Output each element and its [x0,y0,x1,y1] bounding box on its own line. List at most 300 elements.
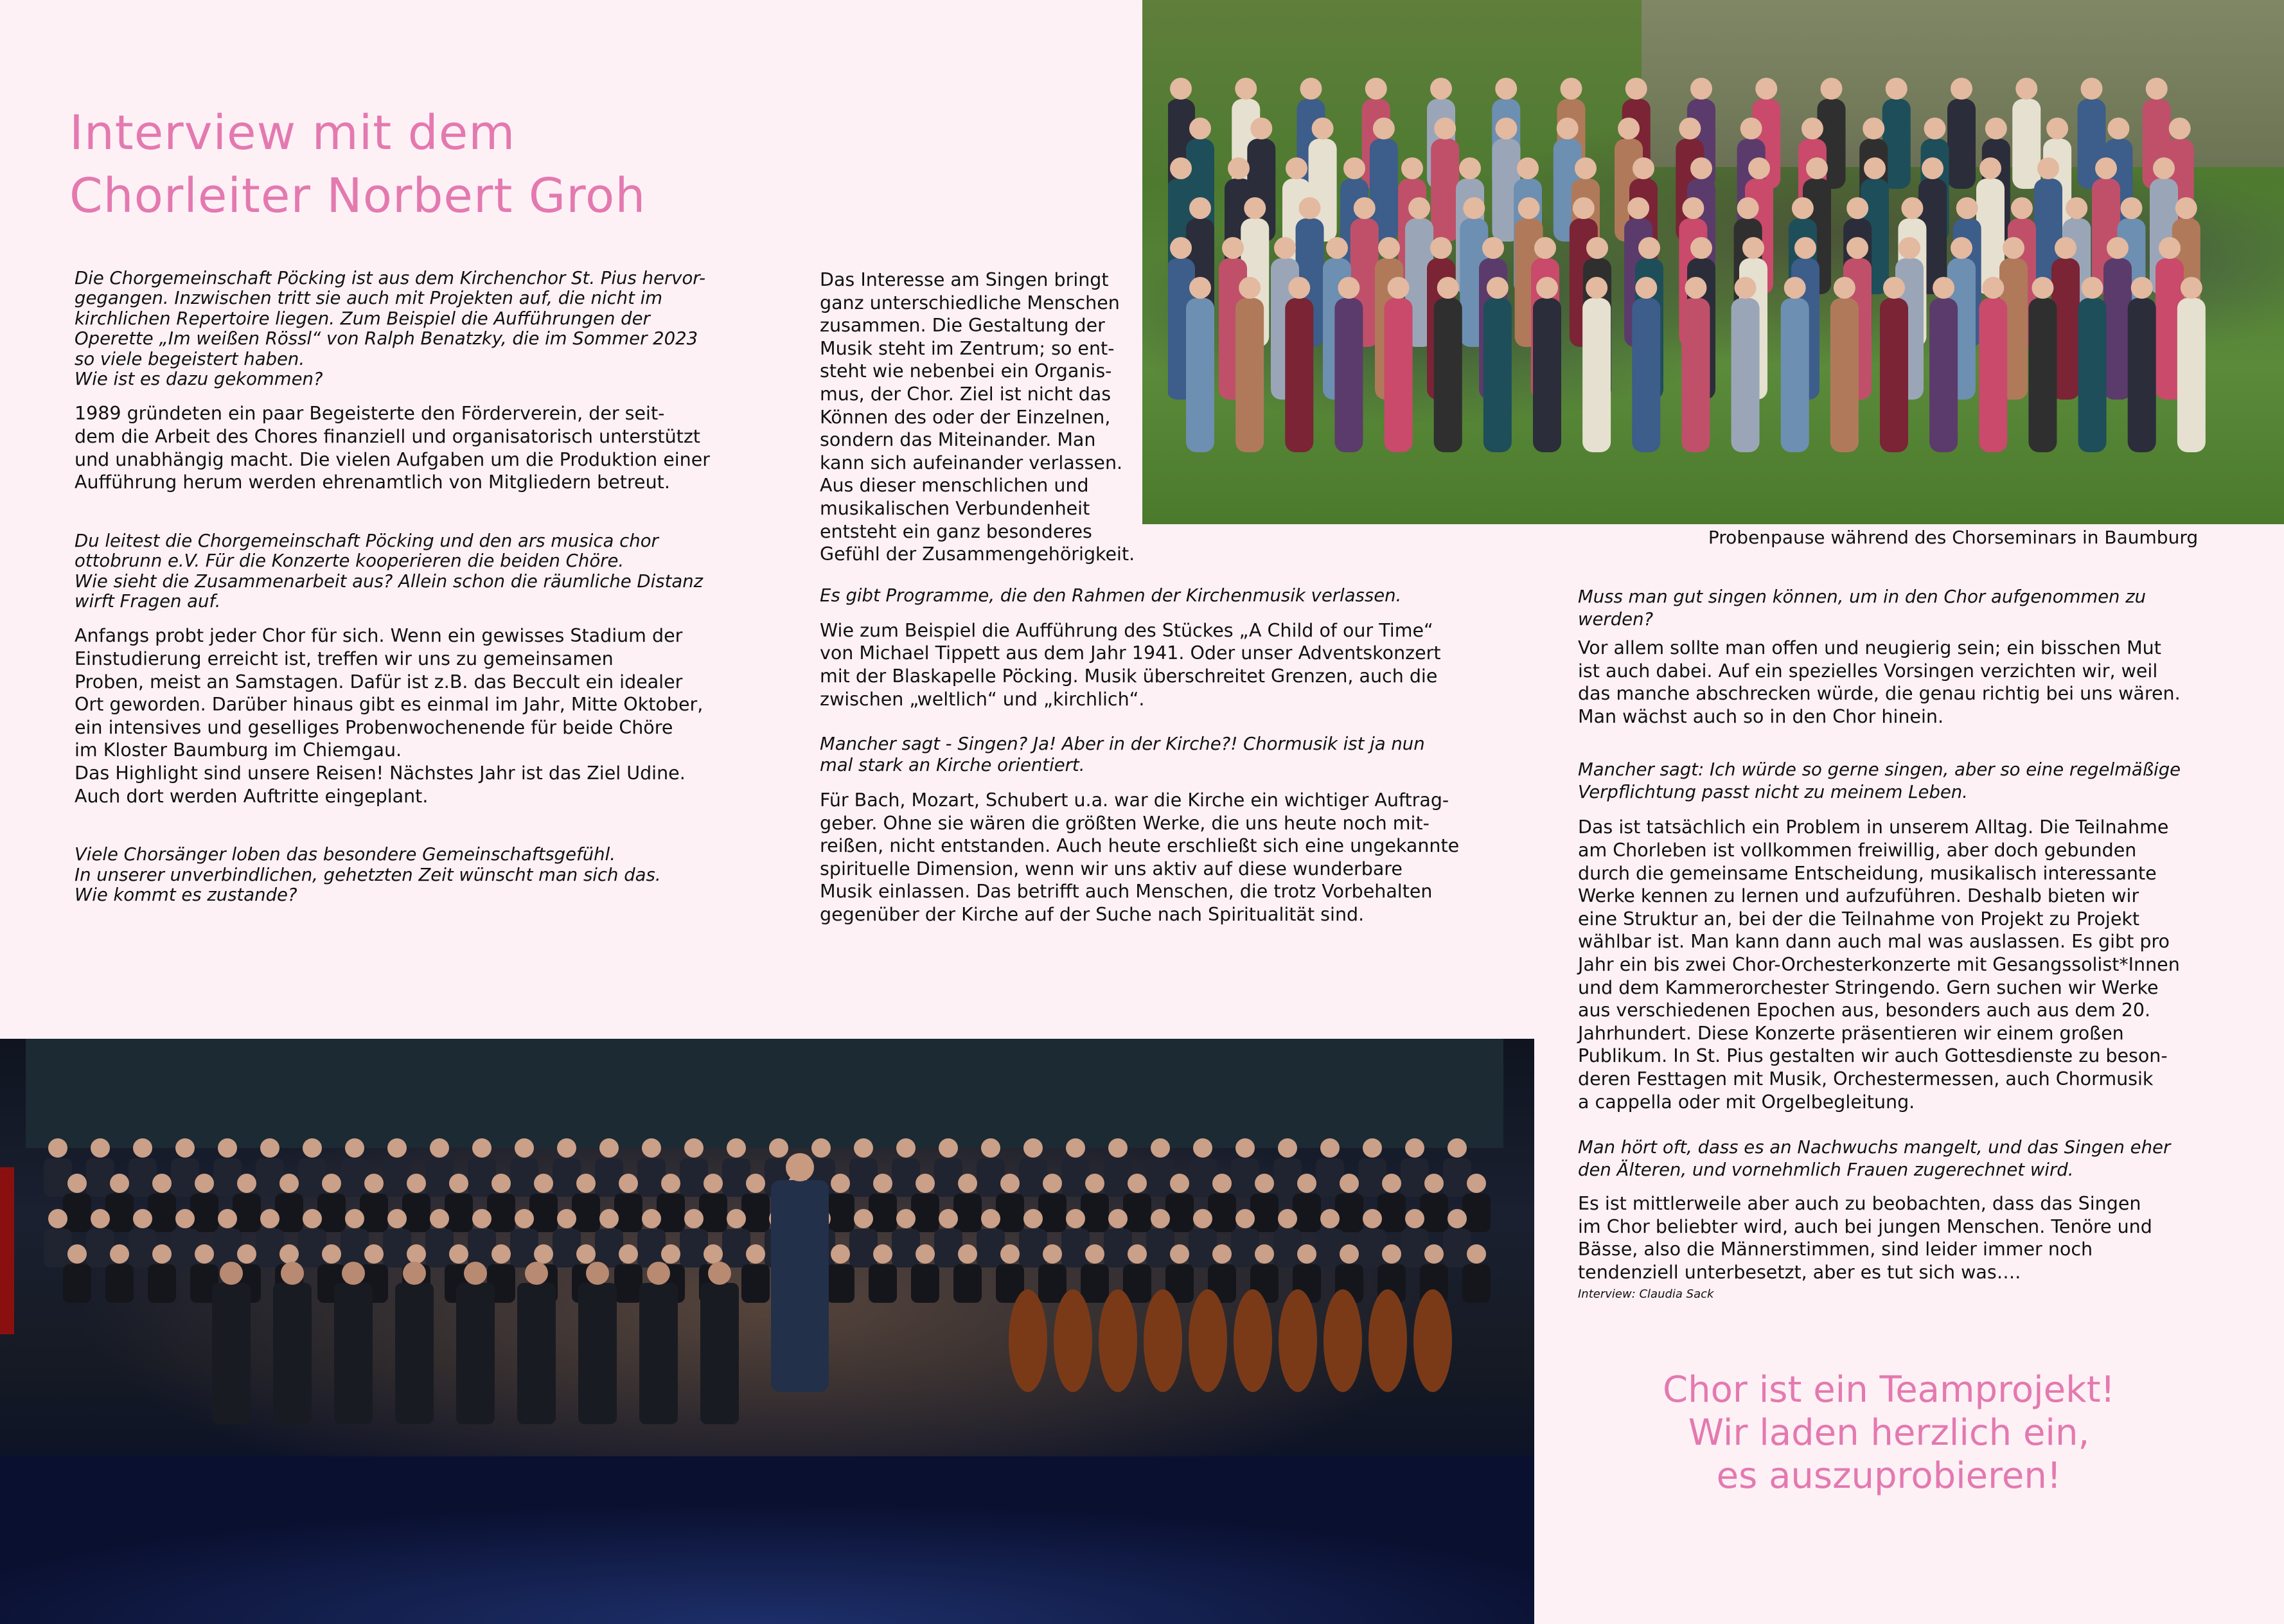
choir-member-head [1343,157,1365,179]
text-line: Mancher sagt: Ich würde so gerne singen, aber so eine regelmäßige [1578,759,2181,781]
singer-head [1085,1244,1104,1264]
singer-head [873,1174,892,1193]
singer-head [1467,1244,1486,1264]
choir-member-body [1431,139,1459,242]
singer-head [1000,1244,1020,1264]
text-line: dem die Arbeit des Chores finanziell und organisatorisch unterstützt [75,426,700,448]
singer-head [939,1138,958,1158]
singer-head [727,1209,746,1228]
singer-body [1273,1158,1302,1197]
singer-body [105,1264,134,1303]
singer-head [684,1138,704,1158]
singer-body [934,1229,962,1267]
choir-members-illustration [1168,58,2235,508]
choir-member-head [1737,197,1759,219]
singer-body [529,1194,558,1232]
singer-body [1208,1194,1236,1232]
choir-member-head [1682,197,1704,219]
choir-member-head [1618,118,1640,139]
singer-body [892,1158,920,1197]
choir-member-head [1802,118,1823,139]
singer-body [553,1158,581,1197]
singer-head [769,1138,788,1158]
text-line: Man wächst auch so in den Chor hinein. [1578,705,1944,727]
choir-member-head [1365,78,1387,100]
choir-member-body [1334,298,1363,452]
text-line: Es ist mittlerweile aber auch zu beobachten, dass das Singen [1578,1193,2141,1215]
choir-member-head [1326,237,1348,259]
choir-member-head [2169,118,2191,139]
choir-member-head [1244,197,1266,219]
choir-member-head [1250,118,1272,139]
singer-body [699,1194,727,1232]
text-line: reißen, nicht entstanden. Auch heute erschließt sich eine ungekannte [820,835,1460,857]
singer-body [1061,1158,1090,1197]
singer-body [614,1194,642,1232]
text-line: entsteht ein ganz besonderes [820,520,1092,542]
singer-body [1231,1229,1259,1267]
singer-body [911,1264,939,1303]
musician-head [586,1262,609,1285]
singer-body [44,1229,72,1267]
text-line: Auch dort werden Auftritte eingeplant. [75,785,429,807]
singer-head [1170,1244,1189,1264]
text-line: wirft Fragen auf. [75,591,221,612]
choir-member-body [1434,298,1462,452]
choir-member-head [1638,237,1660,259]
singer-body [233,1194,261,1232]
musician-body [517,1283,556,1424]
text-line: Das ist tatsächlich ein Problem in unserem Alltag. Die Teilnahme [1578,816,2169,838]
text-line: das manche abschrecken würde, die genau richtig bei uns wären. [1578,683,2181,705]
choir-member-head [1437,277,1459,299]
choir-member-head [1924,118,1946,139]
slogan-line: Chor ist ein Teamprojekt! [1663,1369,2115,1411]
singer-body [148,1264,176,1303]
choir-member-head [1434,118,1456,139]
choir-member-head [1863,118,1884,139]
singer-body [1273,1229,1302,1267]
choir-member-head [1401,157,1423,179]
text-line: Das Interesse am Singen bringt [820,269,1109,290]
choir-member-head [1388,277,1410,299]
singer-head [218,1138,237,1158]
singer-head [1255,1174,1274,1193]
text-line: Aus dieser menschlichen und [820,475,1089,497]
singer-body [1358,1229,1386,1267]
singer-head [48,1209,67,1228]
choir-member-head [1286,157,1307,179]
musician-body [700,1283,739,1424]
choir-member-head [1487,277,1509,299]
choir-member-head [2011,197,2033,219]
singer-head [661,1244,680,1264]
singer-head [576,1244,596,1264]
singer-head [916,1244,935,1264]
singer-head [1405,1209,1424,1228]
singer-head [133,1138,152,1158]
choir-member-body [2028,298,2057,452]
choir-member-head [2181,277,2202,299]
singer-head [1151,1209,1170,1228]
choir-member-head [2066,197,2087,219]
choir-member-head [1735,277,1757,299]
choir-member-head [1575,157,1597,179]
text-line: Muss man gut singen können, um in den Chor aufgenommen zu [1578,587,2147,607]
choir-member-head [1951,78,1972,100]
singer-head [67,1174,87,1193]
choir-member-head [1463,197,1485,219]
text-line: und unabhängig macht. Die vielen Aufgaben um die Produktion einer [75,448,710,470]
musician-head [342,1262,365,1285]
singer-body [341,1229,369,1267]
choir-member-head [2107,237,2129,259]
singer-body [1358,1158,1386,1197]
singer-body [213,1229,242,1267]
singer-head [195,1244,214,1264]
singer-body [1019,1229,1047,1267]
choir-member-head [1901,197,1923,219]
cello-icon [1189,1289,1227,1392]
singer-body [680,1229,708,1267]
choir-member-head [1517,157,1539,179]
musician-body [456,1283,495,1424]
choir-member-head [1557,118,1579,139]
singer-body [977,1229,1005,1267]
singer-head [1085,1174,1104,1193]
singer-head [1382,1174,1401,1193]
singer-body [1293,1194,1321,1232]
singer-body [1038,1194,1067,1232]
singer-head [1405,1138,1424,1158]
singer-head [1212,1244,1232,1264]
text-line: Es gibt Programme, die den Rahmen der Kirchenmusik verlassen. [820,585,1402,606]
singer-body [595,1158,623,1197]
singer-body [1019,1158,1047,1197]
question-7 [1578,759,2253,803]
choir-member-head [2015,78,2037,100]
text-line: am Chorleben ist vollkommen freiwillig, aber doch gebunden [1578,839,2137,861]
text-line: sondern das Miteinander. Man [820,429,1096,451]
singer-body [722,1158,750,1197]
choir-member-head [1228,157,1250,179]
singer-body [298,1158,326,1197]
photo-caption: Probenpause während des Chorseminars in Baumburg [1708,527,2199,548]
choir-member-body [2078,298,2107,452]
choir-member-head [1806,157,1828,179]
singer-head [981,1138,1000,1158]
singer-head [1278,1209,1297,1228]
musician-head [708,1262,731,1285]
singer-head [491,1244,511,1264]
choir-member-head [1586,237,1608,259]
singer-body [1123,1194,1151,1232]
singer-body [1189,1158,1217,1197]
singer-body [977,1158,1005,1197]
text-line: ganz unterschiedliche Menschen [820,292,1120,313]
singer-body [657,1194,685,1232]
singer-head [1193,1209,1212,1228]
text-line: von Michael Tippett aus dem Jahr 1941. Oder unser Adventskonzert [820,642,1441,664]
text-line: Jahr ein bis zwei Chor-Orchesterkonzerte mit Gesangssolist*Innen [1578,953,2180,975]
singer-head [1235,1209,1255,1228]
singer-body [383,1229,411,1267]
text-line: Musik steht im Zentrum; so ent- [820,337,1115,359]
choir-member-head [1378,237,1400,259]
singer-head [430,1138,449,1158]
singer-head [599,1138,619,1158]
singer-head [472,1209,491,1228]
musician-body [212,1283,251,1424]
musician-head [525,1262,548,1285]
singer-head [1128,1244,1147,1264]
singer-head [175,1209,195,1228]
choir-member-head [1748,157,1770,179]
singer-head [237,1174,256,1193]
text-line: mit der Blaskapelle Pöcking. Musik überschreitet Grenzen, auch die [820,665,1438,687]
singer-body [1462,1264,1491,1303]
text-line: mal stark an Kirche orientiert. [820,755,1085,776]
text-line: ein intensives und geselliges Probenwochenende für beide Chöre [75,716,673,738]
text-line: werden? [1578,608,1654,630]
text-line: zusammen. Die Gestaltung der [820,315,1105,337]
choir-member-head [1459,157,1481,179]
text-line: zwischen „weltlich“ und „kirchlich“. [820,688,1145,710]
text-line: gegangen. Inzwischen tritt sie auch mit Projekten auf, die nicht im [75,288,663,309]
choir-member-head [1846,237,1868,259]
stage-curtain [26,1039,1503,1148]
singer-head [746,1244,765,1264]
text-line: Werke kennen zu lernen und aufzuführen. Deshalb bieten wir [1578,885,2139,907]
singer-head [152,1244,172,1264]
singer-head [48,1138,67,1158]
singer-head [958,1244,977,1264]
singer-head [1340,1244,1359,1264]
choir-member-body [1385,298,1413,452]
singer-body [1061,1229,1090,1267]
choir-member-head [1834,277,1855,299]
choir-member-body [1483,298,1512,452]
singer-head [260,1138,279,1158]
choir-member-head [1742,237,1764,259]
singer-head [407,1174,426,1193]
text-line: deren Festtagen mit Musik, Orchestermessen, auch Chormusik [1578,1068,2154,1090]
answer-4 [820,619,1559,710]
singer-body [826,1194,854,1232]
choir-member-body [2128,298,2156,452]
singer-body [1146,1158,1174,1197]
choir-member-head [1690,157,1712,179]
choir-member-head [2046,118,2068,139]
singer-body [996,1194,1024,1232]
singer-head [133,1209,152,1228]
singer-head [152,1174,172,1193]
singer-body [1335,1194,1363,1232]
text-line: Viele Chorsänger loben das besondere Gemeinschaftsgefühl. [75,844,615,865]
text-line: eine Struktur an, bei der die Teilnahme von Projekt zu Projekt [1578,908,2140,930]
cello-icon [1323,1289,1362,1392]
text-line: Wie sieht die Zusammenarbeit aus? Allein schon die räumliche Distanz [75,570,704,592]
musician-body [273,1283,312,1424]
choir-member-head [1430,237,1452,259]
choir-member-head [2037,157,2059,179]
choir-member-head [1625,78,1647,100]
singer-body [487,1194,515,1232]
singer-head [873,1244,892,1264]
singer-head [896,1209,916,1228]
singer-head [854,1138,873,1158]
choir-member-head [2082,277,2103,299]
choir-member-head [2175,197,2197,219]
singer-head [576,1174,596,1193]
singer-body [553,1229,581,1267]
choir-member-head [1299,197,1321,219]
singer-body [849,1229,878,1267]
singer-body [213,1158,242,1197]
text-line: steht wie nebenbei ein Organis- [820,360,1112,382]
text-line: durch die gemeinsame Entscheidung, musikalisch interessante [1578,862,2157,884]
singer-head [364,1244,384,1264]
singer-head [1297,1174,1316,1193]
singer-head [430,1209,449,1228]
concert-photo [0,1039,1534,1624]
text-line: gegenüber der Kirche auf der Suche nach Spiritualität sind. [820,904,1365,926]
choir-member-head [1951,237,1972,259]
choir-member-head [2032,277,2053,299]
choir-member-body [1929,298,1958,452]
musician-body [334,1283,373,1424]
choir-member-head [1189,277,1211,299]
singer-body [1443,1229,1471,1267]
singer-body [911,1194,939,1232]
singer-head [91,1138,110,1158]
choir-member-body [1979,298,2007,452]
singer-head [1320,1138,1340,1158]
singer-head [303,1138,322,1158]
singer-head [1128,1174,1147,1193]
singer-head [279,1174,299,1193]
singer-body [298,1229,326,1267]
choir-member-body [1533,298,1561,452]
singer-body [1104,1229,1132,1267]
choir-member-head [1690,237,1712,259]
text-line: ottobrunn e.V. Für die Konzerte kooperieren die beiden Chöre. [75,551,624,572]
singer-head [303,1209,322,1228]
choir-member-head [1482,237,1504,259]
singer-body [1081,1194,1109,1232]
text-line: Du leitest die Chorgemeinschaft Pöcking und den ars musica chor [75,530,659,551]
singer-head [1023,1138,1043,1158]
singer-head [1043,1244,1062,1264]
singer-body [468,1158,496,1197]
singer-body [190,1194,218,1232]
answer-5 [820,789,1559,926]
answer-6 [1578,637,2253,728]
singer-body [256,1158,284,1197]
column-3 [1578,586,2253,1302]
text-line: Verpflichtung passt nicht zu meinem Leben. [1578,781,1968,802]
slogan-line: Wir laden herzlich ein, [1688,1412,2090,1454]
singer-head [491,1174,511,1193]
singer-body [1189,1229,1217,1267]
singer-head [599,1209,619,1228]
singer-head [916,1174,935,1193]
singer-head [831,1174,850,1193]
text-line: tendenziell unterbesetzt, aber es tut sich was…. [1578,1261,2021,1283]
choir-member-head [1864,157,1886,179]
singer-head [449,1174,468,1193]
singer-body [572,1194,600,1232]
answer-7 [1578,816,2253,1113]
singer-head [1340,1174,1359,1193]
text-line: Operette „Im weißen Rössl“ von Ralph Benatzky, die im Sommer 2023 [75,328,698,349]
singer-body [934,1158,962,1197]
singer-head [811,1138,831,1158]
choir-member-head [1794,237,1816,259]
singer-head [704,1174,723,1193]
singer-head [472,1138,491,1158]
singer-head [1212,1174,1232,1193]
choir-member-head [1740,118,1762,139]
singer-head [322,1174,341,1193]
singer-head [218,1209,237,1228]
text-line: ist auch dabei. Auf ein spezielles Vorsingen verzichten wir, weil [1578,660,2158,682]
singer-body [614,1264,642,1303]
singer-head [854,1209,873,1228]
singer-body [1443,1158,1471,1197]
text-line: wählbar ist. Man kann dann auch mal was auslassen. Es gibt pro [1578,931,2170,953]
choir-member-head [2081,78,2103,100]
choir-member-head [1189,197,1211,219]
choir-member-head [1784,277,1806,299]
singer-body [360,1194,388,1232]
choir-member-head [1312,118,1334,139]
choir-member-head [1886,78,1908,100]
choir-member-body [1235,298,1264,452]
choir-member-head [2003,237,2024,259]
singer-body [171,1229,199,1267]
choir-member-head [1883,277,1905,299]
text-line: Mancher sagt - Singen? Ja! Aber in der Kirche?! Chormusik ist ja nun [820,734,1425,755]
singer-body [637,1229,666,1267]
singer-body [105,1194,134,1232]
interview-credit: Interview: Claudia Sack [1578,1287,1714,1302]
singer-head [1151,1138,1170,1158]
cello-icon [1413,1289,1452,1392]
choir-member-head [2146,78,2168,100]
cello-icon [1144,1289,1182,1392]
text-line: Bässe, also die Männerstimmen, sind leider immer noch [1578,1239,2093,1260]
choir-member-head [1300,78,1322,100]
choir-member-head [1235,78,1257,100]
singer-head [1447,1209,1467,1228]
text-line: kirchlichen Repertoire liegen. Zum Beispiel die Aufführungen der [75,308,650,329]
text-line: Proben, meist an Samstagen. Dafür ist z.B. das Beccult ein idealer [75,671,683,693]
singer-head [1023,1209,1043,1228]
choir-member-head [1985,118,2007,139]
choir-member-head [2131,277,2153,299]
text-line: kann sich aufeinander verlassen. [820,452,1123,473]
text-line: a cappella oder mit Orgelbegleitung. [1578,1091,1915,1113]
singer-head [619,1174,638,1193]
choir-member-head [2159,237,2181,259]
question-3 [75,845,813,905]
choir-member-head [1586,277,1607,299]
singer-head [642,1209,661,1228]
text-line: Für Bach, Mozart, Schubert u.a. war die Kirche ein wichtiger Auftrag- [820,790,1449,811]
singer-body [637,1158,666,1197]
singer-body [1104,1158,1132,1197]
